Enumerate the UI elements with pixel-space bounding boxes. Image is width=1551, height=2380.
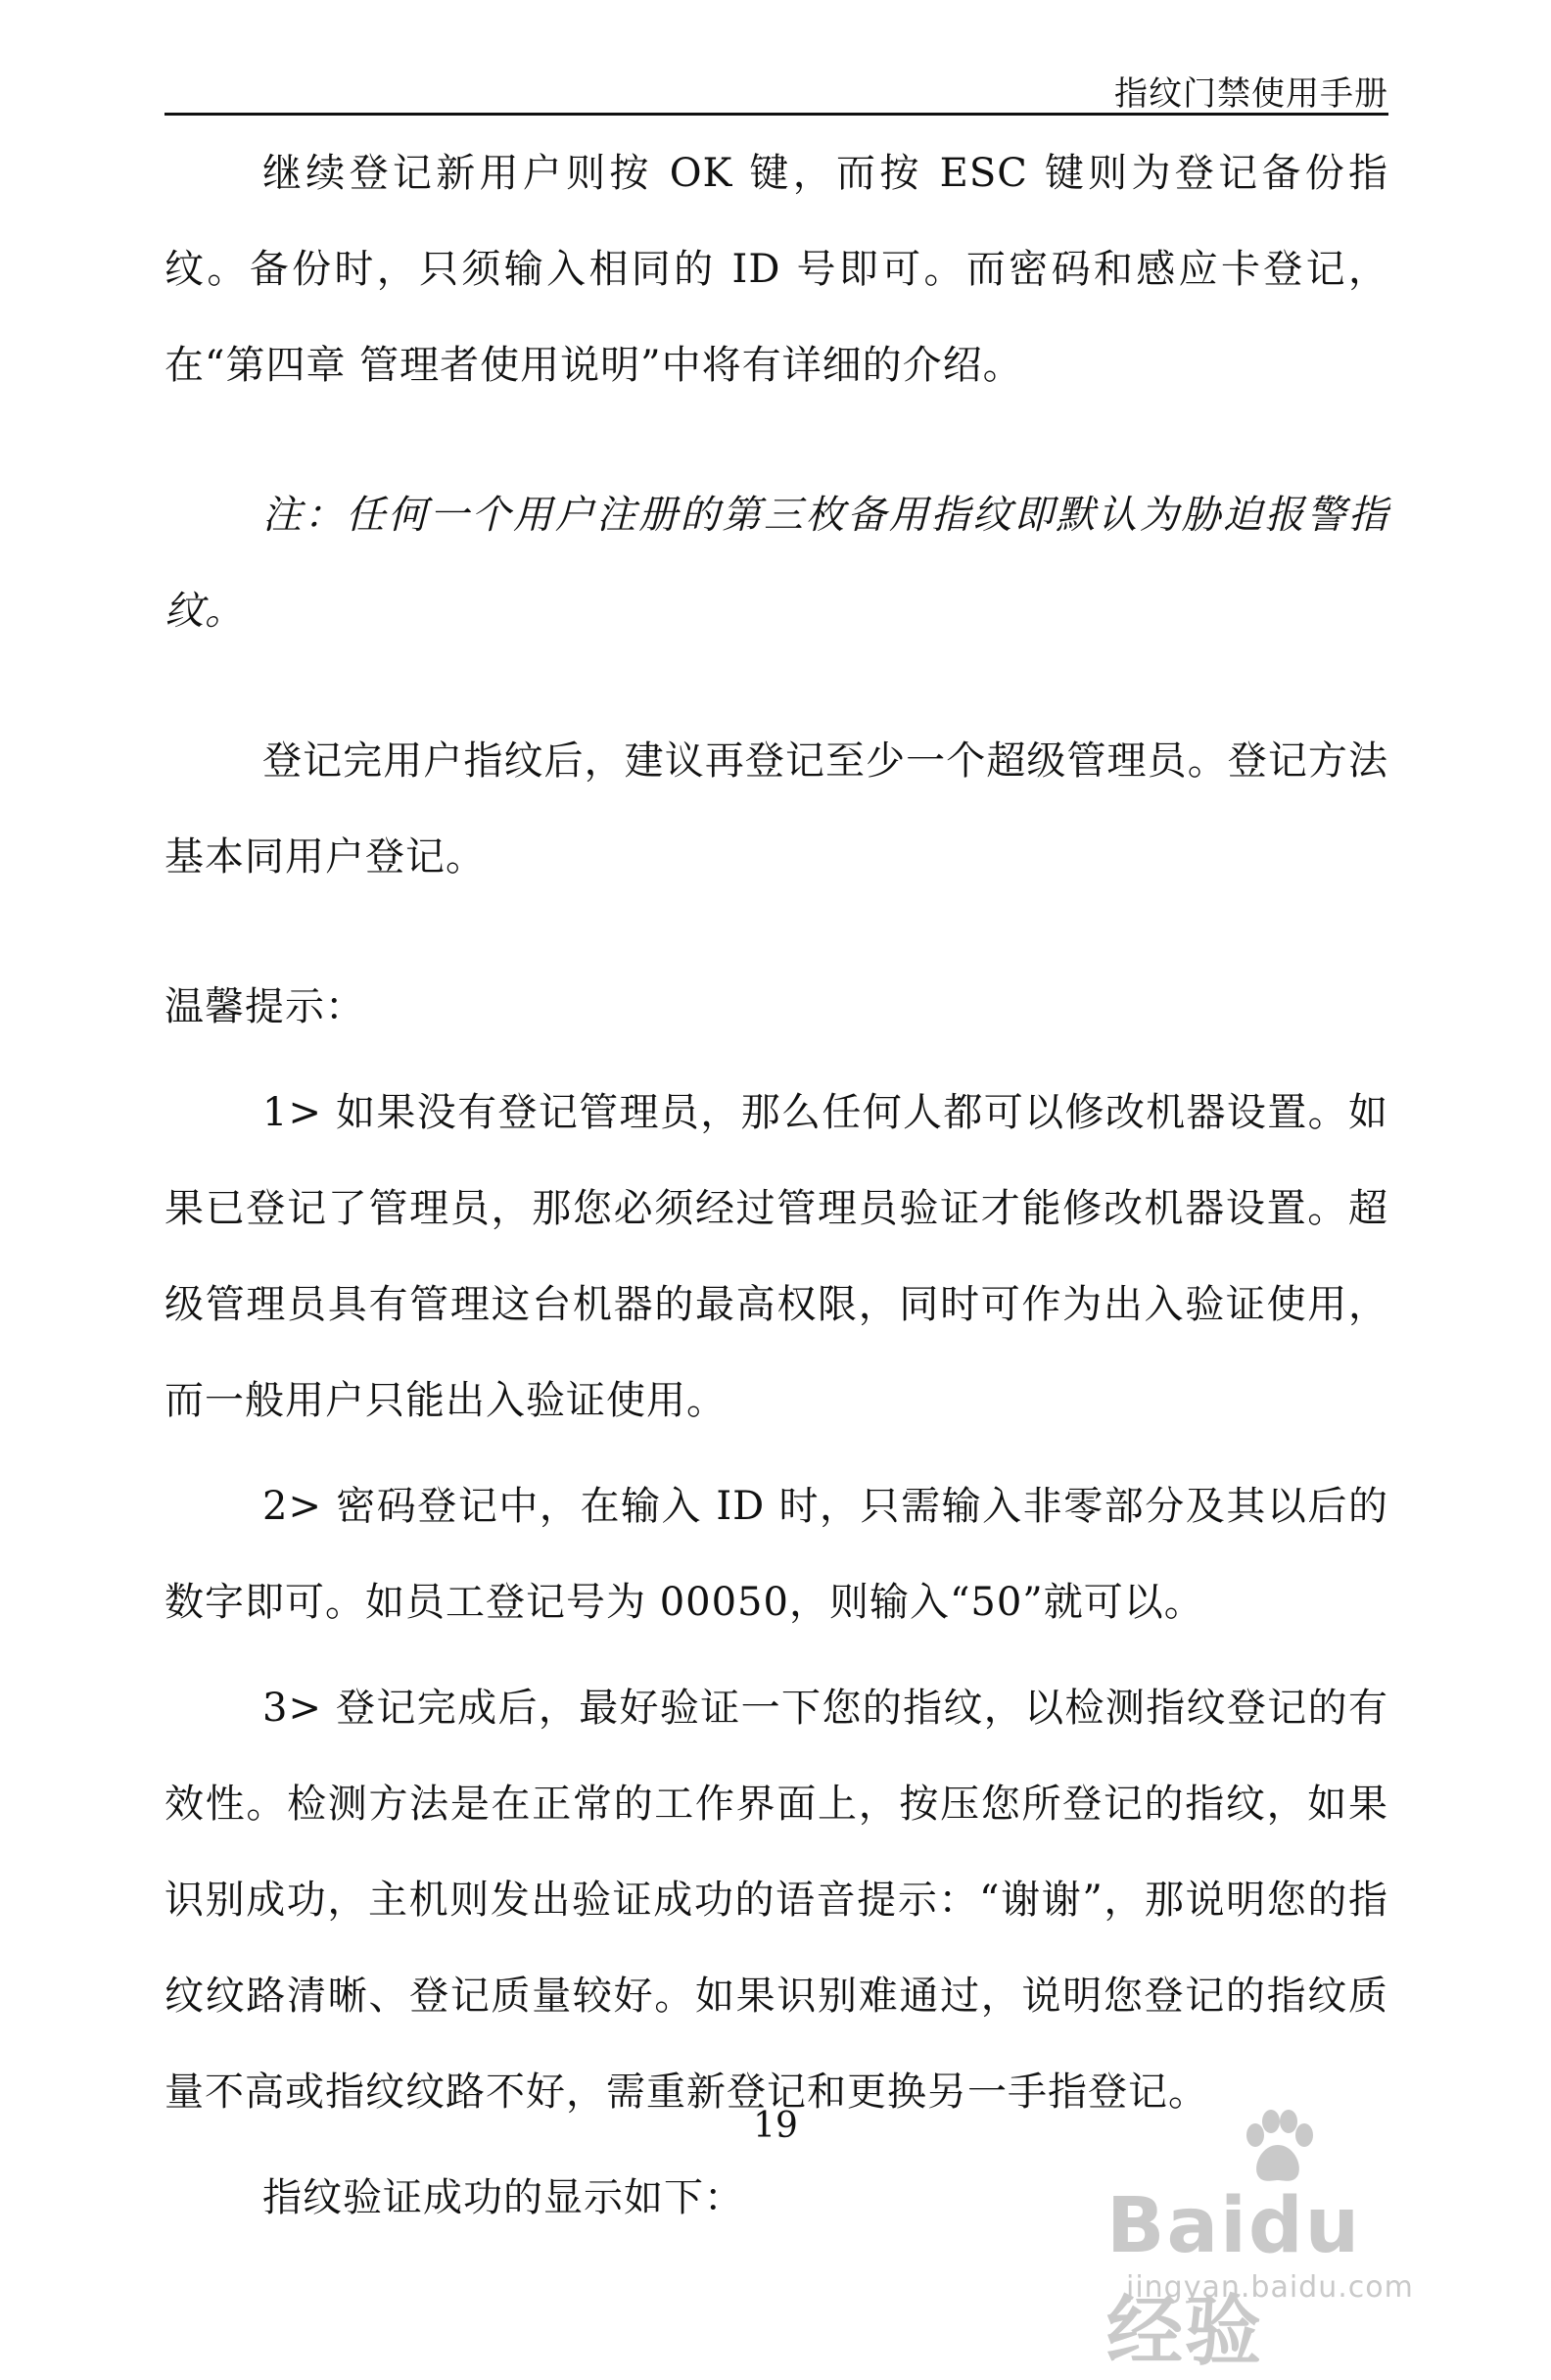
spacer <box>164 1449 1388 1458</box>
spacer <box>164 659 1388 713</box>
page-number: 19 <box>753 2106 798 2146</box>
spacer <box>164 1650 1388 1660</box>
tip-item-2: 2> 密码登记中，在输入 ID 时，只需输入非零部分及其以后的数字即可。如员工登记号为 00050，则输入“50”就可以。 <box>164 1484 1388 1625</box>
paw-icon <box>1234 2106 1322 2194</box>
header-rule <box>164 113 1388 116</box>
duress-note: 注：任何一个用户注册的第三枚备用指纹即默认为胁迫报警指纹。 <box>164 493 1388 634</box>
spacer <box>164 413 1388 467</box>
paragraph-success-display: 指纹验证成功的显示如下： <box>262 2175 744 2220</box>
paragraph-admin-registration: 登记完用户指纹后，建议再登记至少一个超级管理员。登记方法基本同用户登记。 <box>164 738 1388 880</box>
watermark-url: jingyan.baidu.com <box>1126 2270 1414 2305</box>
page-header <box>164 61 1388 116</box>
tips-heading: 温馨提示： <box>164 984 365 1029</box>
baidu-jingyan-watermark <box>1087 2106 1439 2376</box>
spacer <box>164 905 1388 959</box>
page-body <box>164 125 1388 2246</box>
tip-item-1: 1> 如果没有登记管理员，那么任何人都可以修改机器设置。如果已登记了管理员，那您必须经过管理员验证才能修改机器设置。超级管理员具有管理这台机器的最高权限，同时可作为出入验证使用，而一般用户只能出入验证使用。 <box>164 1090 1388 1423</box>
tip-item-3: 3> 登记完成后，最好验证一下您的指纹，以检测指纹登记的有效性。检测方法是在正常的工作界面上，按压您所登记的指纹，如果识别成功，主机则发出验证成功的语音提示：“谢谢”，那说明您的指纹纹路清晰、登记质量较好。如果识别难通过，说明您登记的指纹质量不高或指纹纹路不好，需重新登记和更换另一手指登记。 <box>164 1686 1388 2115</box>
watermark-logo-text: Baidu经验 <box>1106 2182 1362 2376</box>
paragraph-registration: 继续登记新用户则按 OK 键，而按 ESC 键则为登记备份指纹。备份时，只须输入相同的 ID 号即可。而密码和感应卡登记，在“第四章 管理者使用说明”中将有详细的介绍。 <box>164 151 1388 388</box>
spacer <box>164 1055 1388 1065</box>
header-title: 指纹门禁使用手册 <box>1114 74 1388 114</box>
